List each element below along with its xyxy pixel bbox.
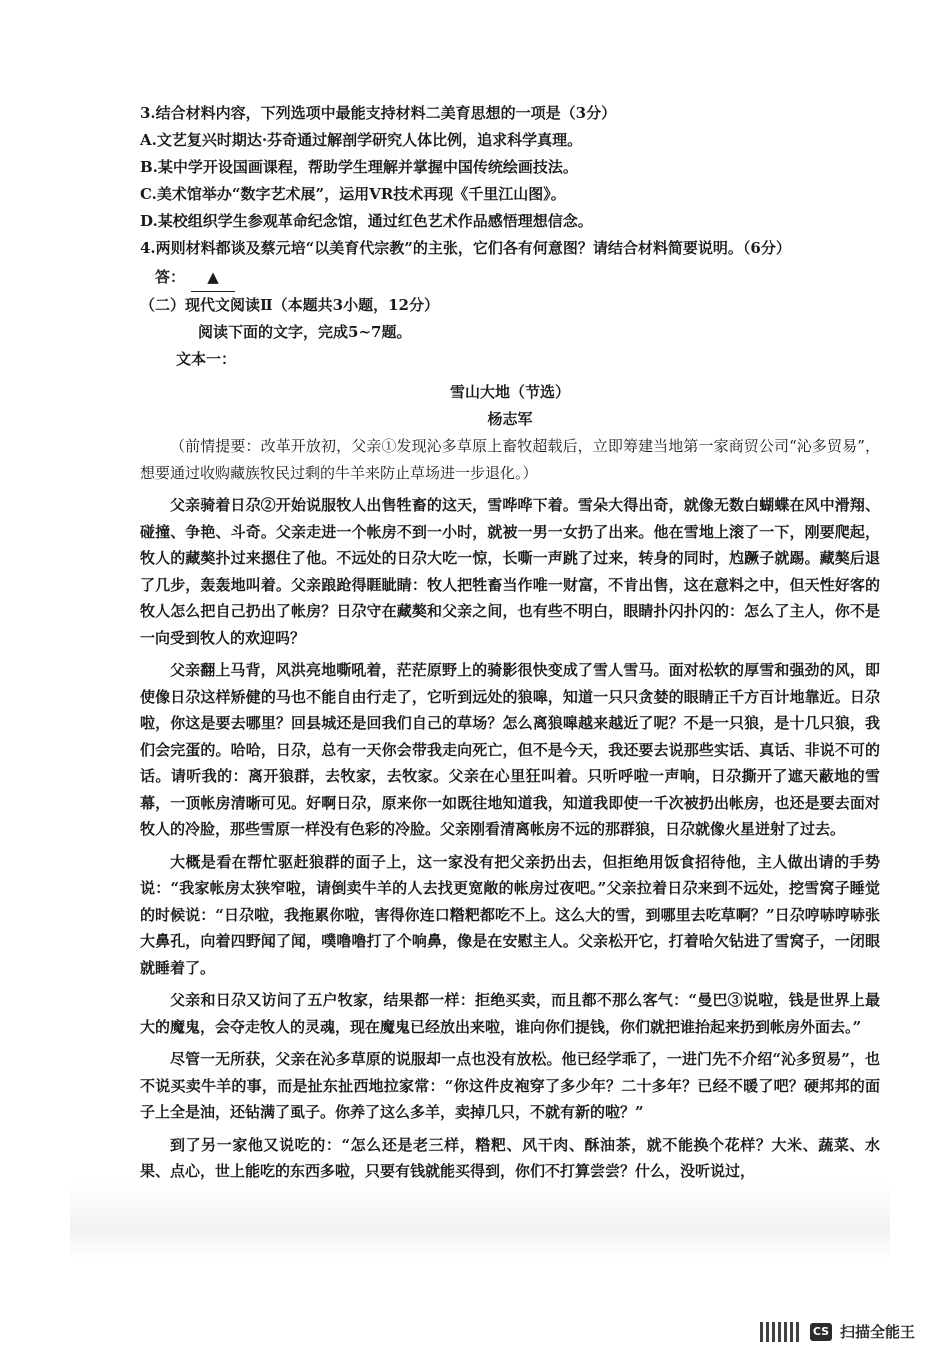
article-title: 雪山大地（节选） [449, 383, 570, 401]
q3-option-c: C.美术馆举办“数字艺术展”，运用VR技术再现《千里江山图》。 [140, 185, 566, 203]
article-paragraph: 父亲骑着日尕②开始说服牧人出售牲畜的这天，雪哗哗下着。雪朵大得出奇，就像无数白蝴蝶在风中滑翔、碰撞、争艳、斗奇。父亲走进一个帐房不到一小时，就被一男一女扔了出来。他在雪地上滚了一下，刚要爬起，牧人的藏獒扑过来摁住了他。不远处的日尕大吃一惊，长嘶一声跳了过来，转身的同时，尥蹶子就踢。藏獒后退了几步，轰轰地叫着。父亲踉跄得睚眦睛：牧人把牲畜当作唯一财富，不肯出售，这在意料之中，但天性好客的牧人怎么把自己扔出了帐房？日尕守在藏獒和父亲之间，也有些不明白，眼睛扑闪扑闪的：怎么了主人，你不是一向受到牧人的欢迎吗？ [140, 496, 880, 647]
answer-triangle-mark: ▲ [191, 264, 235, 292]
page-content [140, 100, 880, 1191]
q4-stem: 4.两则材料都谈及蔡元培“以美育代宗教”的主张，它们各有何意图？请结合材料简要说明。（6分） [140, 239, 791, 257]
article-paragraph: 父亲翻上马背，风洪亮地嘶吼着，茫茫原野上的骑影很快变成了雪人雪马。面对松软的厚雪和强劲的风，即使像日尕这样矫健的马也不能自由行走了，它听到远处的狼嗥，知道一只只贪婪的眼睛正千方百计地靠近。日尕啦，你这是要去哪里？回县城还是回我们自己的草场？怎么离狼嗥越来越近了呢？不是一只狼，是十几只狼，我们会完蛋的。哈哈，日尕，总有一天你会带我走向死亡，但不是今天，我还要去说那些实话、真话、非说不可的话。请听我的：离开狼群，去牧家，去牧家。父亲在心里狂叫着。只听呼啦一声响，日尕撕开了遮天蔽地的雪幕，一顶帐房清晰可见。好啊日尕，原来你一如既往地知道我，知道我即使一千次被扔出帐房，也还是要去面对牧人的冷脸，那些雪原一样没有色彩的冷脸。父亲刚看清离帐房不远的那群狼，日尕就像火星迸射了过去。 [140, 661, 880, 838]
q3-stem: 3.结合材料内容，下列选项中最能支持材料二美育思想的一项是（3分） [140, 104, 617, 122]
camscanner-logo-icon: CS [810, 1323, 832, 1341]
q3-option-b: B.某中学开设国画课程，帮助学生理解并掌握中国传统绘画技法。 [140, 158, 578, 176]
article-paragraph: 到了另一家他又说吃的：“怎么还是老三样，糌粑、风干肉、酥油茶，就不能换个花样？大米、蔬菜、水果、点心，世上能吃的东西多啦，只要有钱就能买得到，你们不打算尝尝？什么，没听说过， [140, 1135, 880, 1180]
article-author: 杨志军 [487, 410, 533, 428]
qr-code-icon [760, 1322, 802, 1342]
scanner-brand-text: 扫描全能王 [840, 1323, 916, 1341]
text-label: 文本一： [176, 350, 237, 368]
q3-option-a: A.文艺复兴时期达·芬奇通过解剖学研究人体比例，追求科学真理。 [140, 131, 583, 149]
article-paragraph: 大概是看在帮忙驱赶狼群的面子上，这一家没有把父亲扔出去，但拒绝用饭食招待他，主人做出请的手势说：“我家帐房太狭窄啦，请倒卖牛羊的人去找更宽敞的帐房过夜吧。”父亲拉着日尕来到不远处，挖雪窝子睡觉的时候说：“日尕啦，我拖累你啦，害得你连口糌粑都吃不上。这么大的雪，到哪里去吃草啊？”日尕哼哧哼哧张大鼻孔，向着四野闻了闻，噗噜噜打了个响鼻，像是在安慰主人。父亲松开它，打着哈欠钻进了雪窝子，一闭眼就睡着了。 [140, 852, 880, 977]
article-preface: （前情提要：改革开放初，父亲①发现沁多草原上畜牧超载后，立即筹建当地第一家商贸公司“沁多贸易”，想要通过收购藏族牧民过剩的牛羊来防止草场进一步退化。） [140, 437, 880, 482]
article-paragraph: 父亲和日尕又访问了五户牧家，结果都一样：拒绝买卖，而且都不那么客气：“曼巴③说啦，钱是世界上最大的魔鬼，会夺走牧人的灵魂，现在魔鬼已经放出来啦，谁向你们提钱，你们就把谁抬起来扔到帐房外面去。” [140, 991, 880, 1036]
section-heading: （二）现代文阅读Ⅱ（本题共3小题，12分） [140, 296, 439, 314]
answer-label: 答： [155, 268, 186, 286]
q3-option-d: D.某校组织学生参观革命纪念馆，通过红色艺术作品感悟理想信念。 [140, 212, 593, 230]
q4-answer-line [140, 264, 880, 292]
scanner-watermark [760, 1318, 950, 1345]
reading-instruction: 阅读下面的文字，完成5~7题。 [198, 323, 412, 341]
scan-shadow [70, 1180, 890, 1260]
article-paragraph: 尽管一无所获，父亲在沁多草原的说服却一点也没有放松。他已经学乖了，一进门先不介绍“沁多贸易”，也不说买卖牛羊的事，而是扯东扯西地拉家常：“你这件皮袍穿了多少年？二十多年？已经不暖了吧？硬邦邦的面子上全是油，还钻满了虱子。你养了这么多羊，卖掉几只，不就有新的啦？” [140, 1050, 880, 1121]
